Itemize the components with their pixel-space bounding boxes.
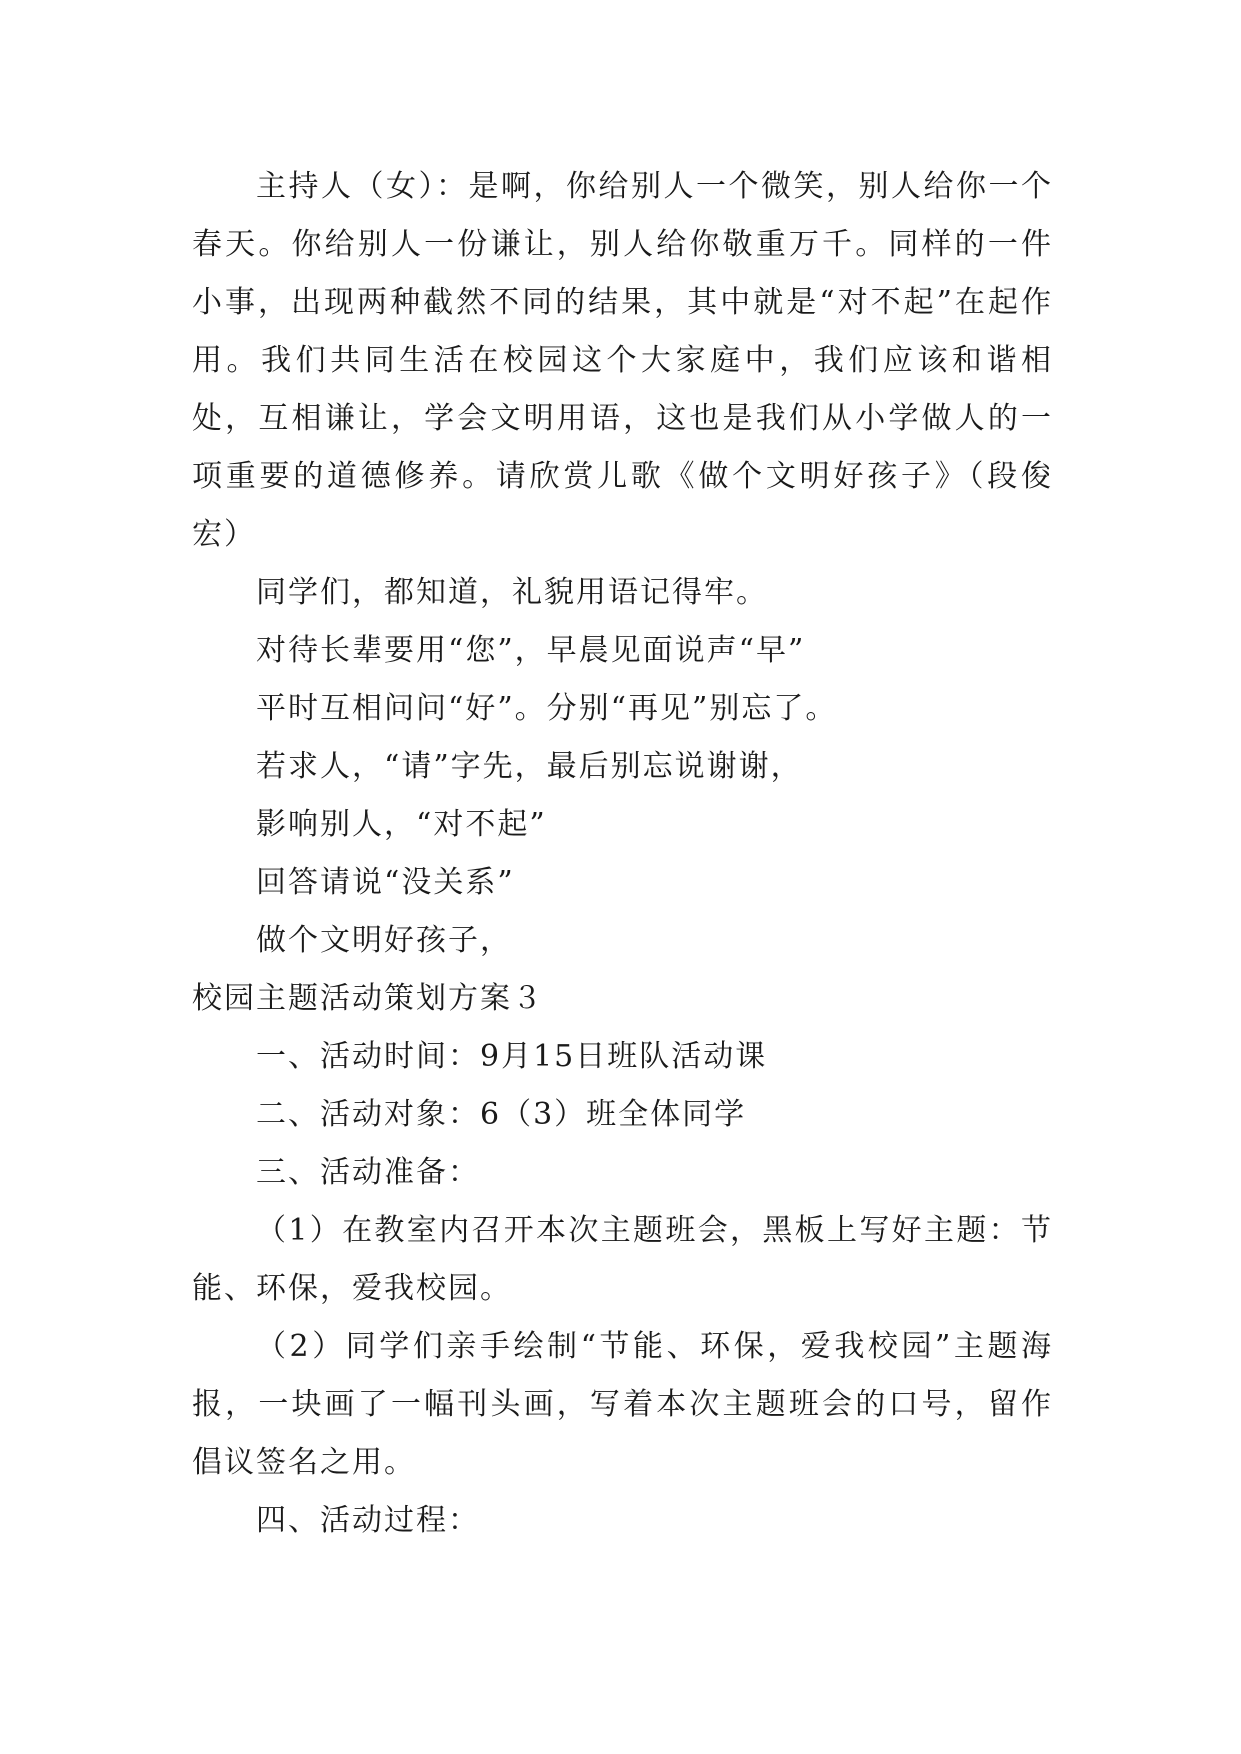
activity-time: 一、活动时间：9月15日班队活动课 — [256, 1039, 768, 1074]
activity-audience: 二、活动对象：6（3）班全体同学 — [256, 1097, 747, 1132]
host-paragraph: 主持人（女）：是啊，你给别人一个微笑，别人给你一个春天。你给别人一份谦让，别人给你敬重万千。同样的一件小事，出现两种截然不同的结果，其中就是“对不起”在起作用。我们共同生活在校园这个大家庭中，我们应该和谐相处，互相谦让，学会文明用语，这也是我们从小学做人的一项重要的道德修养。请欣赏儿歌《做个文明好孩子》（段俊宏） — [192, 169, 1053, 552]
preparation-item-1: （1）在教室内召开本次主题班会，黑板上写好主题：节能、环保，爱我校园。 — [192, 1213, 1053, 1306]
poem-line-2: 对待长辈要用“您”，早晨见面说声“早” — [256, 633, 806, 668]
poem-line-3: 平时互相问问“好”。分别“再见”别忘了。 — [256, 691, 838, 726]
poem-line-5: 影响别人，“对不起” — [256, 807, 547, 842]
activity-preparation: 三、活动准备： — [256, 1155, 480, 1190]
poem-line-4: 若求人，“请”字先，最后别忘说谢谢， — [256, 749, 803, 784]
preparation-item-2: （2）同学们亲手绘制“节能、环保，爱我校园”主题海报，一块画了一幅刊头画，写着本次主题班会的口号，留作倡议签名之用。 — [192, 1329, 1053, 1480]
section-heading: 校园主题活动策划方案３ — [192, 981, 544, 1016]
document-page — [192, 158, 1053, 1550]
poem-line-1: 同学们，都知道，礼貌用语记得牢。 — [256, 575, 768, 610]
activity-process: 四、活动过程： — [256, 1503, 480, 1538]
poem-line-6: 回答请说“没关系” — [256, 865, 515, 900]
poem-line-7: 做个文明好孩子， — [256, 923, 512, 958]
